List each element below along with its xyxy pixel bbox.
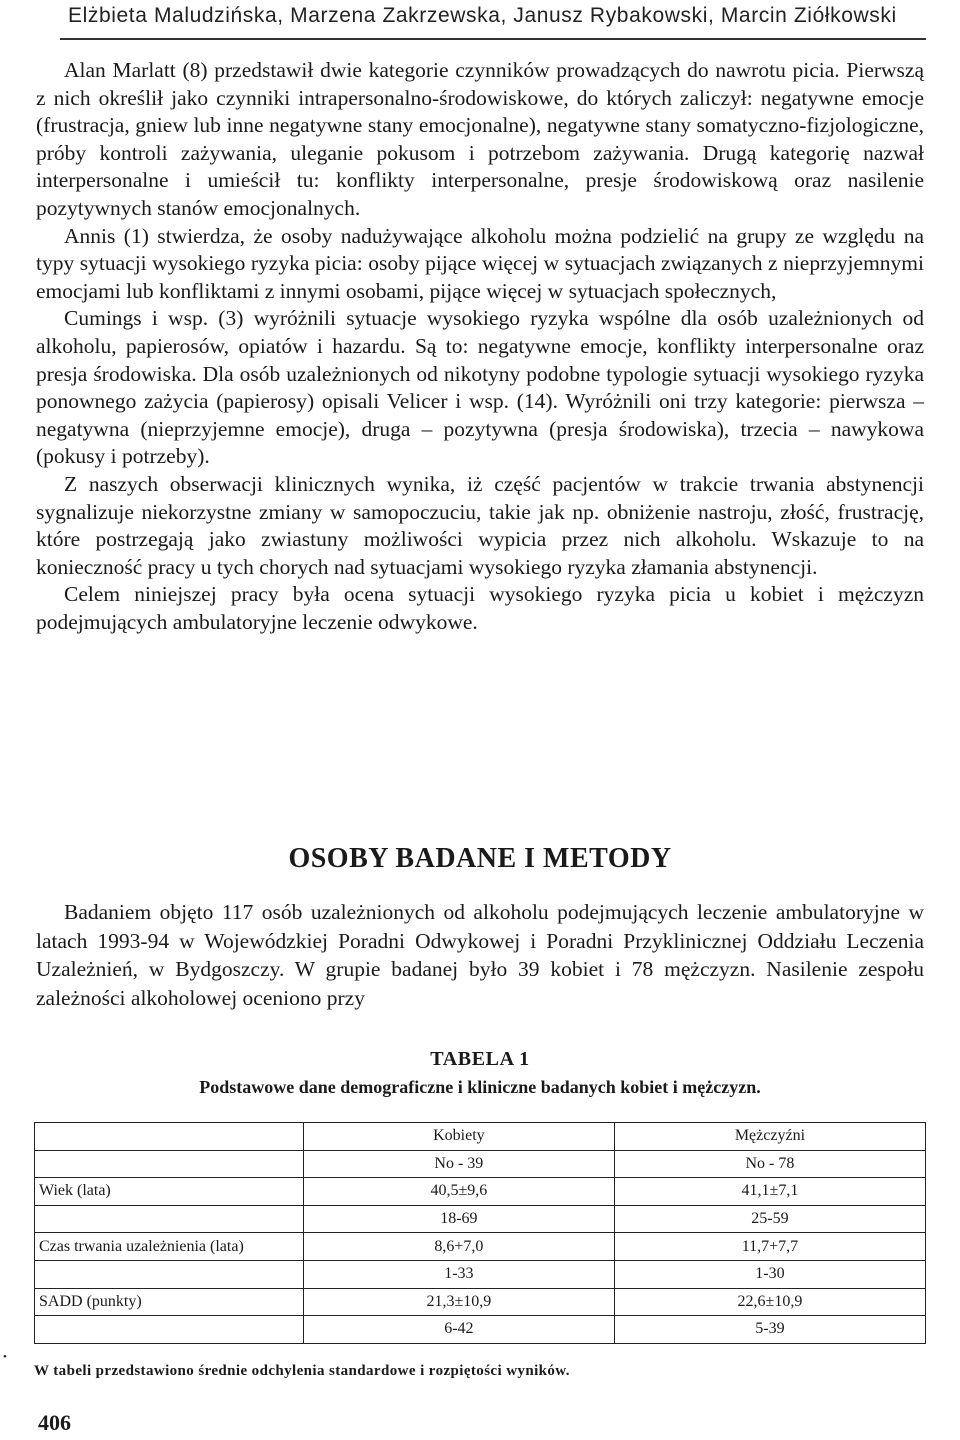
table-row [35, 1178, 926, 1206]
paragraph-marlatt: Alan Marlatt (8) przedstawił dwie kategorie czynników prowadzących do nawrotu picia. Pierwszą z nich określił jako czynniki intrapersonalno-środowiskowe, do których zaliczył: negatywne emocje (frustracja, gniew lub inne negatywne stany emocjonalne), negatywne stany somatyczno-fizjologiczne, próby kontroli zażywania, uleganie pokusom i potrzebom zażywania. Drugą kategorię nazwał interpersonalne i umieścił tu: konflikty interpersonalne, presje środowiskową oraz nasilenie pozytywnych stanów emocjonalnych. [36, 58, 924, 220]
methods-text [36, 898, 924, 1012]
table-cell: Mężczyźni [614, 1123, 925, 1151]
header-rule [60, 38, 926, 40]
table-cell: 22,6±10,9 [614, 1288, 925, 1316]
paragraph-aim: Celem niniejszej pracy była ocena sytuacji wysokiego ryzyka picia u kobiet i mężczyzn podejmujących ambulatoryjne leczenie odwykowe. [36, 582, 924, 634]
table-row [35, 1205, 926, 1233]
table-cell: 41,1±7,1 [614, 1178, 925, 1206]
table-cell: 5-39 [614, 1316, 925, 1344]
table-cell: 25-59 [614, 1205, 925, 1233]
table-cell: 21,3±10,9 [303, 1288, 614, 1316]
table-row-label [35, 1260, 304, 1288]
table-cell: 6-42 [303, 1316, 614, 1344]
demographics-table [34, 1122, 926, 1344]
page-number: 406 [38, 1410, 71, 1435]
table-cell: 18-69 [303, 1205, 614, 1233]
paragraph-cumings: Cumings i wsp. (3) wyróżnili sytuacje wysokiego ryzyka wspólne dla osób uzależnionych od alkoholu, papierosów, opiatów i hazardu. Są to: negatywne emocje, konflikty interpersonalne oraz presja środowiska. Dla osób uzależnionych od nikotyny podobne typologie sytuacji wysokiego ryzyka ponownego zażycia (papierosy) opisali Velicer i wsp. (14). Wyróżnili oni trzy kategorie: pierwsza – negatywna (nieprzyjemne emocje), druga – pozytywna (presja środowiska), trzecia – nawykowa (pokusy i potrzeby). [36, 306, 924, 469]
table-cell: 40,5±9,6 [303, 1178, 614, 1206]
table-cell: Kobiety [303, 1123, 614, 1151]
footnote-mark: • [3, 1351, 7, 1363]
table-label: TABELA 1 [430, 1048, 530, 1070]
table-cell: 1-30 [614, 1260, 925, 1288]
table-row-label: Czas trwania uzależnienia (lata) [35, 1233, 304, 1261]
table-cell: No - 39 [303, 1150, 614, 1178]
table-row-label: Wiek (lata) [35, 1178, 304, 1206]
table-row-label [35, 1316, 304, 1344]
table-row [35, 1123, 926, 1151]
table-footnote: W tabeli przedstawiono średnie odchylenia standardowe i rozpiętości wyników. [34, 1363, 570, 1379]
table-row [35, 1288, 926, 1316]
table-cell: No - 78 [614, 1150, 925, 1178]
table-row-label [35, 1150, 304, 1178]
table-cell: 8,6+7,0 [303, 1233, 614, 1261]
table-row [35, 1233, 926, 1261]
table-row [35, 1150, 926, 1178]
paragraph-methods: Badaniem objęto 117 osób uzależnionych od alkoholu podejmujących leczenie ambulatoryjne w latach 1993-94 w Wojewódzkiej Poradni Odwykowej i Poradni Przyklinicznej Oddziału Leczenia Uzależnień, w Bydgoszczy. W grupie badanej było 39 kobiet i 78 mężczyzn. Nasilenie zespołu zależności alkoholowej oceniono przy [36, 900, 924, 1010]
table-cell: 11,7+7,7 [614, 1233, 925, 1261]
table-row-label [35, 1123, 304, 1151]
paragraph-annis: Annis (1) stwierdza, że osoby nadużywające alkoholu można podzielić na grupy ze względu na typy sytuacji wysokiego ryzyka picia: osoby pijące więcej w sytuacjach związanych z nieprzyjemnymi emocjami lub konfliktami z innymi osobami, pijące więcej w sytuacjach społecznych, [36, 223, 924, 303]
table-row [35, 1260, 926, 1288]
table-row [35, 1316, 926, 1344]
running-header: Elżbieta Maludzińska, Marzena Zakrzewska, Janusz Rybakowski, Marcin Ziółkowski [68, 4, 897, 27]
section-title: OSOBY BADANE I METODY [288, 843, 672, 874]
intro-text [36, 57, 924, 636]
table-row-label [35, 1205, 304, 1233]
table-cell: 1-33 [303, 1260, 614, 1288]
table-caption: Podstawowe dane demograficzne i kliniczne badanych kobiet i mężczyzn. [199, 1077, 761, 1097]
paragraph-observations: Z naszych obserwacji klinicznych wynika, iż część pacjentów w trakcie trwania abstynencji sygnalizuje niekorzystne zmiany w samopoczuciu, takie jak np. obniżenie nastroju, złość, frustrację, które postrzegają jako zwiastuny możliwości wypicia przez nich alkoholu. Wskazuje to na konieczność pracy u tych chorych nad sytuacjami wysokiego ryzyka złamania abstynencji. [36, 471, 924, 579]
table-row-label: SADD (punkty) [35, 1288, 304, 1316]
